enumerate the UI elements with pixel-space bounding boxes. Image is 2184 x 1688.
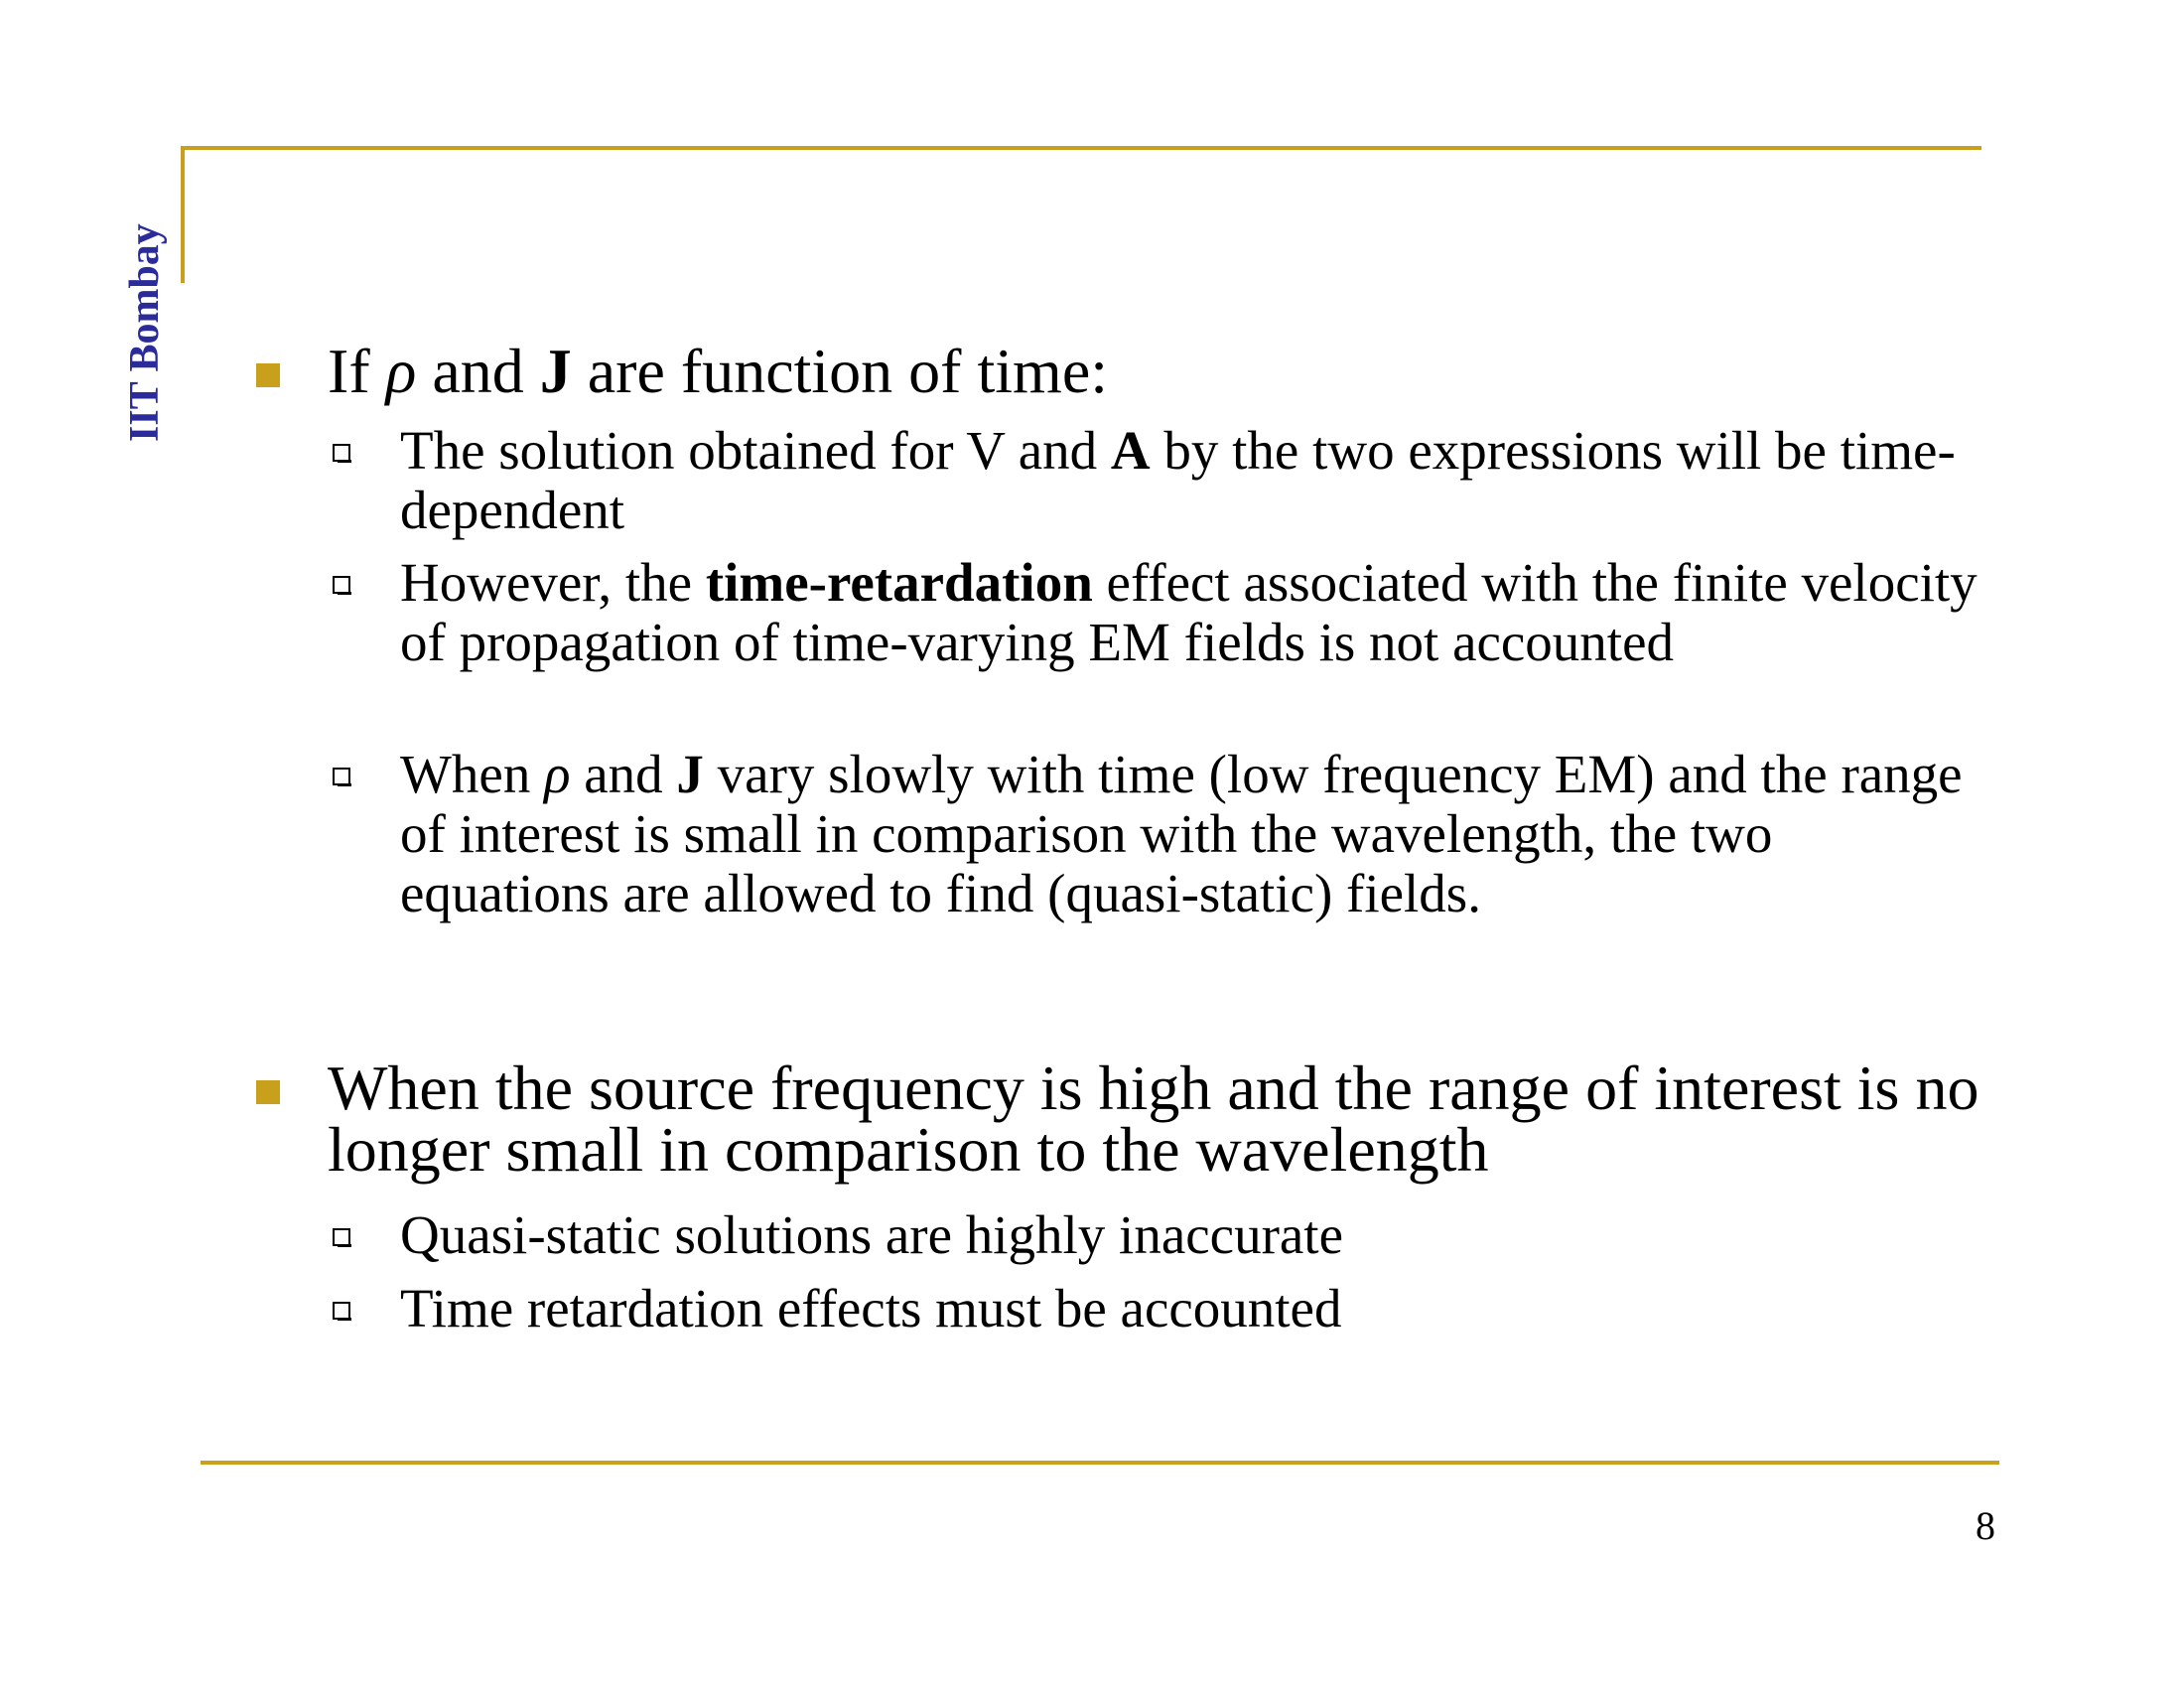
bullet-square-icon (256, 1080, 280, 1104)
sub-bullet-box-icon (333, 444, 350, 462)
bullet-square-icon (256, 363, 280, 387)
bullet-2-sub-2-text: Time retardation effects must be accounted (400, 1278, 1342, 1338)
left-rule (181, 146, 185, 283)
sub-bullet-box-icon (333, 1228, 350, 1246)
top-rule (181, 146, 1981, 150)
sub-bullet-box-icon (333, 576, 350, 594)
sub-bullet-box-icon (333, 768, 350, 785)
bullet-1-sub-3-text: When ρ and J vary slowly with time (low frequency EM) and the range of interest is small in comparison with the wavelength, the two equations are allowed to find (quasi-static) fields. (400, 744, 1963, 923)
page-number: 8 (1976, 1503, 1995, 1548)
institution-label: IIT Bombay (122, 223, 168, 442)
sub-bullet-box-icon (333, 1302, 350, 1320)
bullet-1-sub-2-text: However, the time-retardation effect associated with the finite velocity of propagation of time-varying EM fields is not accounted (400, 552, 1978, 672)
bullet-1-sub-1-text: The solution obtained for V and A by the two expressions will be time-dependent (400, 420, 1956, 540)
bullet-1-text: If ρ and J are function of time: (328, 336, 1108, 406)
bullet-2-sub-1-text: Quasi-static solutions are highly inaccurate (400, 1204, 1343, 1265)
bullet-2-text: When the source frequency is high and the range of interest is no longer small in comparison to the wavelength (328, 1053, 1979, 1185)
bottom-rule (201, 1461, 1999, 1465)
